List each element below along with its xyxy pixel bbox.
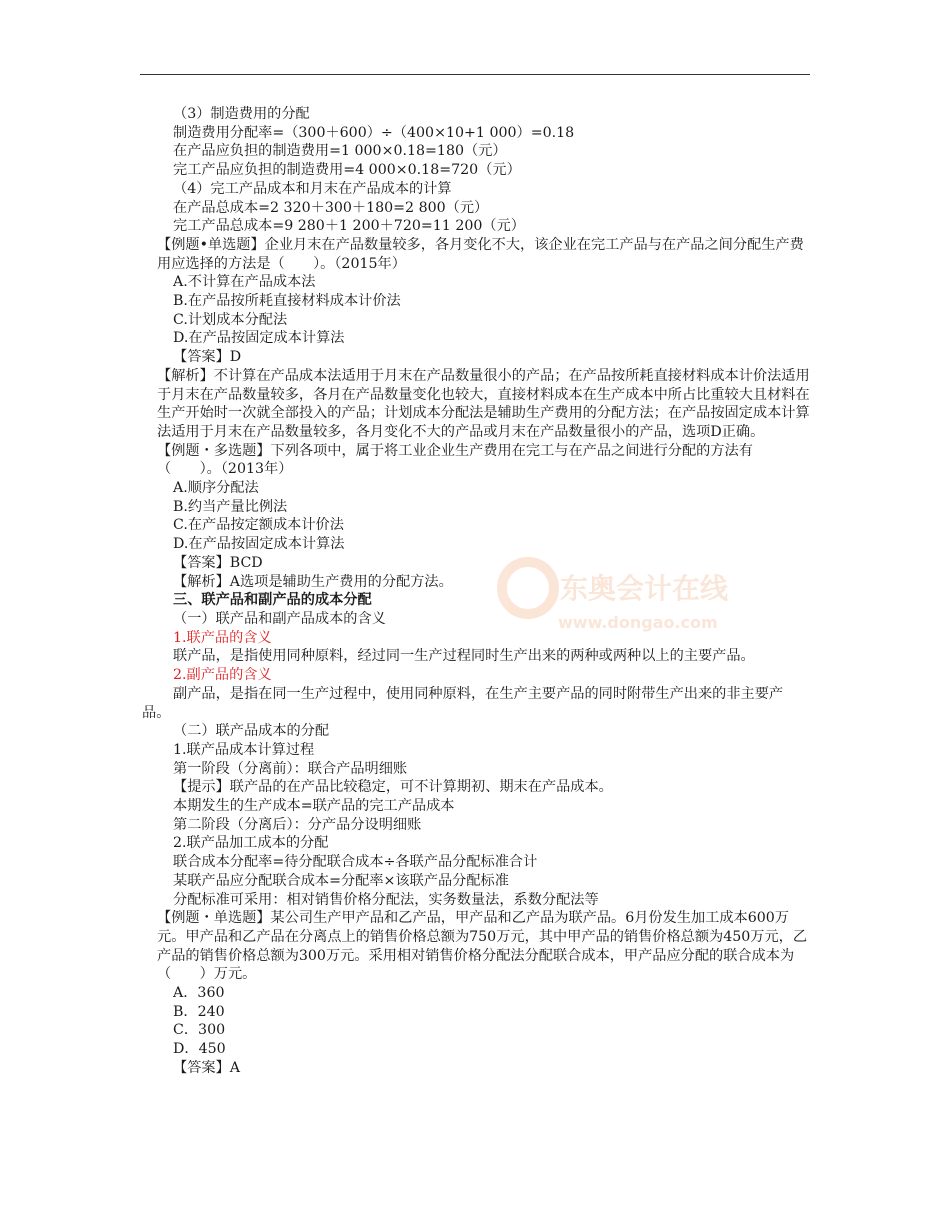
- watermark-url: www.dongao.com: [558, 613, 718, 632]
- formula-line: 制造费用分配率=（300＋600）÷（400×10+1 000）=0.18: [173, 124, 575, 141]
- paragraph-by-products: 副产品，是指在同一生产过程中，使用同种原料，在生产主要产品的同时附带生产出来的非主要产品。: [142, 685, 784, 721]
- explanation: 【解析】A选项是辅助生产费用的分配方法。: [173, 573, 453, 590]
- heading-manufacturing-overhead: （3）制造费用的分配: [173, 106, 310, 122]
- tip: 【提示】联产品的在产品比较稳定，可不计算期初、期末在产品成本。: [173, 779, 613, 796]
- paragraph-joint-products: 联产品，是指使用同种原料，经过同一生产过程同时生产出来的两种或两种以上的主要产品。: [173, 648, 755, 665]
- explanation: 【解析】不计算在产品成本法适用于月末在产品数量很小的产品；在产品按所耗直接材料成本计价法适用于月末在产品数量较多，各月在产品数量变化也较大，直接材料成本在生产成本中所占比重较大且材料在生产开始时一次就全部投入的产品；计划成本分配法是辅助生产费用的分配方法；在产品按固定成本计算法适用于月末在产品数量较多，各月变化不大的产品或月末在产品数量很小的产品，选项D正确。: [157, 367, 810, 440]
- formula-line: 完工产品总成本=9 280＋1 200＋720=11 200（元）: [173, 218, 525, 235]
- option-c: C.在产品按定额成本计价法: [173, 517, 344, 534]
- question-2: 【例题・多选题】下列各项中，属于将工业企业生产费用在完工与在产品之间进行分配的方法有（ ）。（2013年）: [157, 442, 753, 478]
- option-d: D.在产品按固定成本计算法: [173, 536, 345, 553]
- subheading-by-products: 2.副产品的含义: [173, 667, 272, 684]
- watermark-title: 东奥会计在线: [560, 572, 729, 605]
- option-c: C．300: [173, 1022, 226, 1039]
- subheading-joint-products: 1.联产品的含义: [173, 629, 272, 646]
- heading-cost-calculation: （4）完工产品成本和月末在产品成本的计算: [173, 180, 452, 197]
- option-b: B．240: [173, 1003, 225, 1020]
- list-item: 2.联产品加工成本的分配: [173, 835, 329, 852]
- formula-line: 某联产品应分配联合成本=分配率×该联产品分配标准: [173, 872, 509, 889]
- formula-line: 在产品应负担的制造费用=1 000×0.18=180（元）: [173, 143, 507, 160]
- option-a: A．360: [173, 985, 225, 1002]
- subsection-heading: （二）联产品成本的分配: [173, 723, 330, 740]
- question-3: 【例题・单选题】某公司生产甲产品和乙产品，甲产品和乙产品为联产品。6月份发生加工成本600万元。甲产品和乙产品在分离点上的销售价格总额为750万元，其中甲产品的销售价格总额为450万元，乙产品的销售价格总额为300万元。采用相对销售价格分配法分配联合成本，甲产品应分配的联合成本为（ ）万元。: [157, 910, 808, 983]
- formula-line: 联合成本分配率=待分配联合成本÷各联产品分配标准合计: [173, 854, 538, 871]
- answer: 【答案】A: [173, 1059, 240, 1076]
- list-item: 1.联产品成本计算过程: [173, 741, 315, 758]
- answer: 【答案】D: [173, 349, 242, 366]
- option-b: B.约当产量比例法: [173, 498, 288, 515]
- option-a: A.顺序分配法: [173, 480, 259, 497]
- option-c: C.计划成本分配法: [173, 311, 288, 328]
- logo-ring-icon: [502, 562, 554, 614]
- formula-line: 完工产品应负担的制造费用=4 000×0.18=720（元）: [173, 162, 521, 179]
- watermark-logo: [498, 548, 729, 658]
- option-a: A.不计算在产品成本法: [173, 274, 316, 291]
- question-1: 【例题•单选题】企业月末在产品数量较多，各月变化不大，该企业在完工产品与在产品之间分配生产费用应选择的方法是（ ）。（2015年）: [157, 236, 804, 272]
- option-d: D．450: [173, 1041, 226, 1058]
- header-rule: [140, 74, 810, 75]
- list-item: 本期发生的生产成本=联产品的完工产品成本: [173, 798, 455, 815]
- answer: 【答案】BCD: [173, 554, 263, 571]
- list-item: 第二阶段（分离后）：分产品分设明细账: [173, 816, 422, 833]
- list-item: 第一阶段（分离前）：联合产品明细账: [173, 760, 408, 777]
- formula-line: 在产品总成本=2 320＋300＋180=2 800（元）: [173, 199, 489, 216]
- list-item: 分配标准可采用：相对销售价格分配法，实务数量法，系数分配法等: [173, 891, 599, 908]
- option-d: D.在产品按固定成本计算法: [173, 330, 345, 347]
- section-heading: 三、联产品和副产品的成本分配: [173, 592, 372, 609]
- subsection-heading: （一）联产品和副产品成本的含义: [173, 610, 386, 627]
- option-b: B.在产品按所耗直接材料成本计价法: [173, 293, 401, 310]
